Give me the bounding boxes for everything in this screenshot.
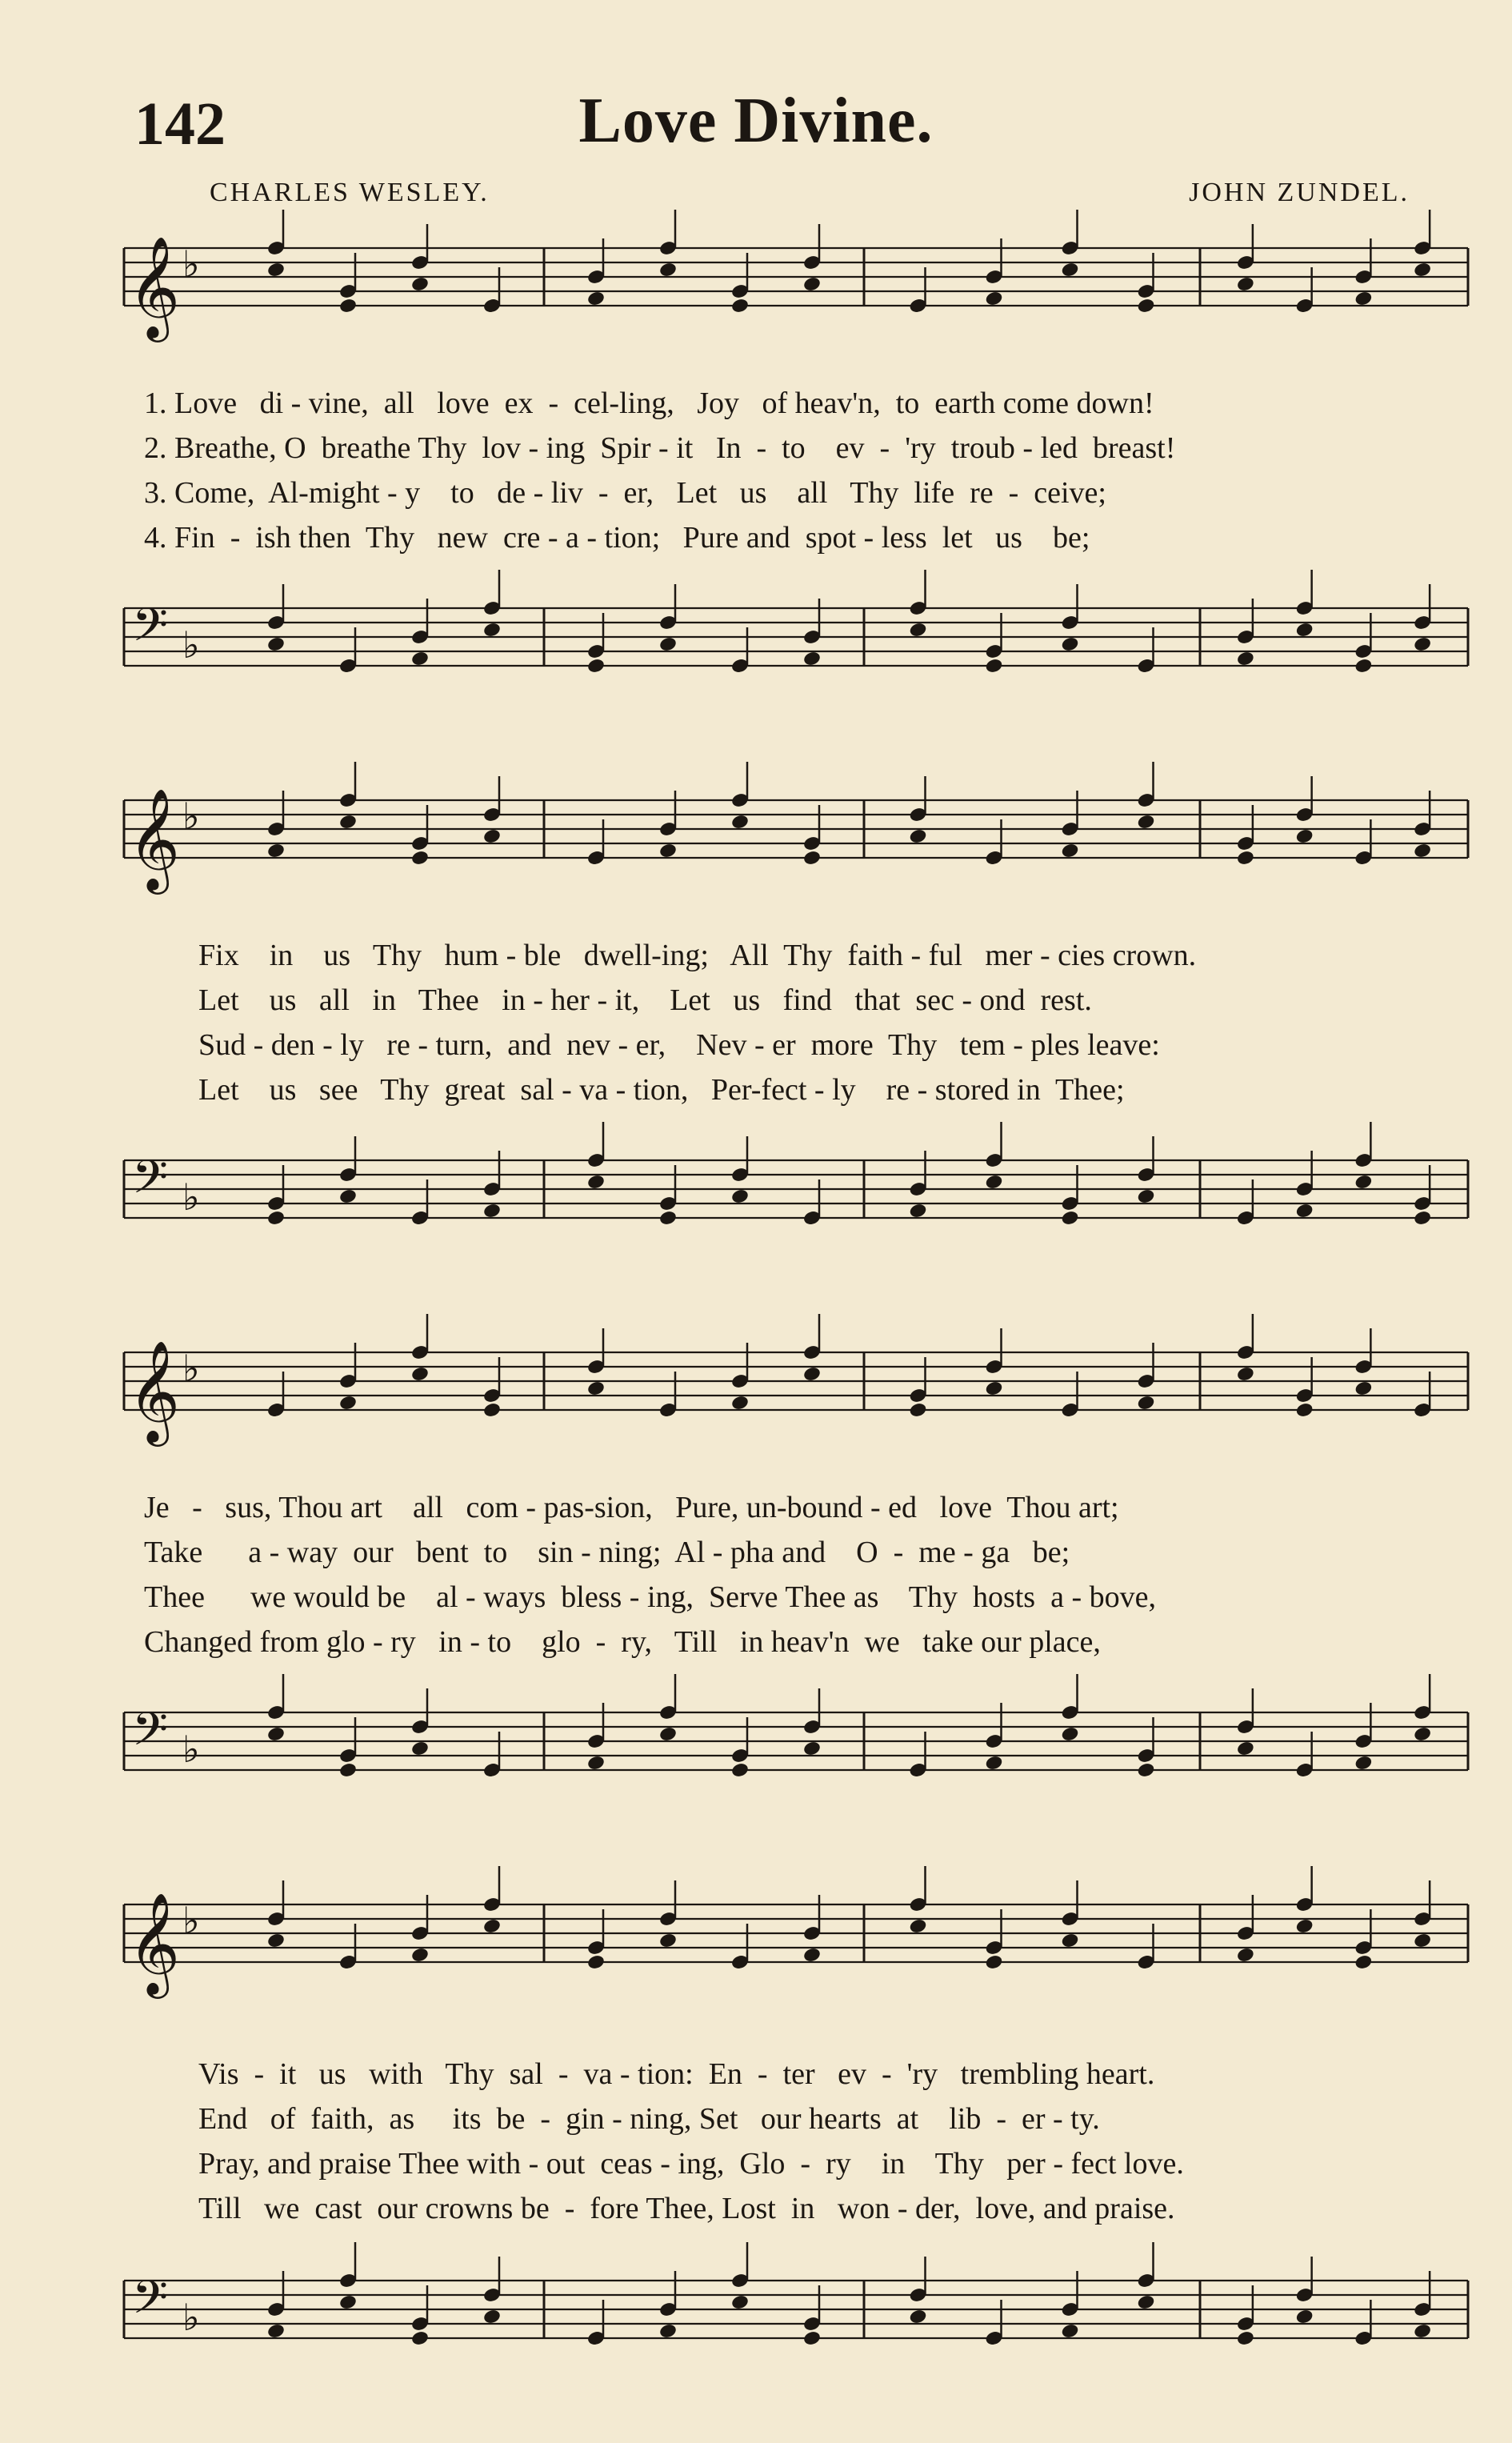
note-head [802, 2330, 822, 2347]
note-head [338, 2294, 358, 2311]
note-head [909, 622, 928, 639]
verse-line: 3. Come, Al-might - y to de - liv - er, Let us all Thy life re - ceive; [144, 476, 1106, 510]
note-head [1354, 1755, 1373, 1772]
note-head [1413, 1726, 1432, 1743]
note-head [985, 1954, 1004, 1971]
note-head [1413, 636, 1432, 653]
note-head [1354, 1954, 1373, 1971]
verse-line: Je - sus, Thou art all com - pas-sion, Pure, un-bound - ed love Thou art; [144, 1491, 1119, 1524]
note-head [1061, 1726, 1080, 1743]
verse-line: Vis - it us with Thy sal - va - tion: En - ter ev - 'ry trembling heart. [198, 2057, 1155, 2091]
verse-line: Thee we would be al - ways bless - ing, Serve Thee as Thy hosts a - bove, [144, 1580, 1156, 1614]
note-head [338, 814, 358, 831]
note-head [1061, 1210, 1080, 1227]
treble-clef: 𝄞 [128, 235, 181, 338]
note-head [1295, 2309, 1314, 2325]
note-head [985, 1755, 1004, 1772]
treble-clef: 𝄞 [128, 1892, 181, 1994]
note-head [730, 2294, 750, 2311]
page-number: 142 [134, 90, 226, 158]
note-head [586, 1954, 606, 1971]
note-head [338, 1762, 358, 1779]
note-head [909, 1203, 928, 1219]
note-head [909, 1402, 928, 1419]
note-head [1137, 298, 1156, 314]
note-head [1236, 2330, 1255, 2347]
note-head [658, 1932, 678, 1949]
note-head [1137, 1762, 1156, 1779]
treble-clef: 𝄞 [128, 787, 181, 890]
verse-line: Let us see Thy great sal - va - tion, Per-fect - ly re - stored in Thee; [198, 1073, 1125, 1107]
note-head [1137, 2294, 1156, 2311]
bass-clef: 𝄢 [132, 1702, 169, 1768]
note-head [1061, 843, 1080, 859]
note-head [586, 1755, 606, 1772]
note-head [1295, 1918, 1314, 1935]
note-head [802, 850, 822, 867]
key-signature-flat: ♭ [182, 1899, 200, 1942]
note-head [802, 651, 822, 667]
note-head [658, 1210, 678, 1227]
note-head [1413, 1932, 1432, 1949]
note-head [802, 1947, 822, 1964]
note-head [266, 636, 286, 653]
verse-line: Changed from glo - ry in - to glo - ry, Till in heav'n we take our place, [144, 1625, 1101, 1659]
verse-line: Pray, and praise Thee with - out ceas - ing, Glo - ry in Thy per - fect love. [198, 2147, 1184, 2181]
note-head [1137, 1395, 1156, 1412]
note-head [985, 1380, 1004, 1397]
treble-staff-1 [0, 232, 1512, 344]
bass-staff-1 [0, 592, 1512, 704]
note-head [586, 290, 606, 307]
note-head [586, 1174, 606, 1191]
note-head [410, 1740, 430, 1757]
note-head [1236, 276, 1255, 293]
note-head [410, 2330, 430, 2347]
bass-staff-4 [0, 2265, 1512, 2377]
note-head [338, 1188, 358, 1205]
note-head [1413, 2323, 1432, 2340]
verse-line: 1. Love di - vine, all love ex - cel-ling, Joy of heav'n, to earth come down! [144, 386, 1154, 420]
key-signature-flat: ♭ [182, 2296, 200, 2339]
note-head [1061, 636, 1080, 653]
note-head [1236, 651, 1255, 667]
note-head [410, 1947, 430, 1964]
note-head [658, 2323, 678, 2340]
bass-clef: 𝄢 [132, 598, 169, 663]
note-head [1295, 828, 1314, 845]
note-head [909, 828, 928, 845]
composer-credit: JOHN ZUNDEL. [1189, 178, 1410, 207]
treble-clef: 𝄞 [128, 1340, 181, 1442]
note-head [658, 636, 678, 653]
note-head [985, 1174, 1004, 1191]
note-head [1137, 1188, 1156, 1205]
note-head [1236, 1740, 1255, 1757]
bass-staff-3 [0, 1696, 1512, 1808]
note-head [338, 1395, 358, 1412]
note-head [1354, 290, 1373, 307]
verse-line: Fix in us Thy hum - ble dwell-ing; All Thy faith - ful mer - cies crown. [198, 939, 1197, 972]
note-head [1236, 1366, 1255, 1383]
note-head [266, 1726, 286, 1743]
verse-line: Let us all in Thee in - her - it, Let us find that sec - ond rest. [198, 983, 1092, 1017]
note-head [338, 298, 358, 314]
note-head [1354, 1174, 1373, 1191]
note-head [482, 1918, 502, 1935]
note-head [482, 1402, 502, 1419]
note-head [1061, 2323, 1080, 2340]
note-head [802, 1366, 822, 1383]
key-signature-flat: ♭ [182, 242, 200, 286]
note-head [1236, 850, 1255, 867]
treble-staff-3 [0, 1336, 1512, 1448]
key-signature-flat: ♭ [182, 1175, 200, 1219]
note-head [266, 2323, 286, 2340]
note-head [1413, 262, 1432, 278]
note-head [1295, 622, 1314, 639]
author-credit: CHARLES WESLEY. [210, 178, 490, 207]
note-head [1413, 1210, 1432, 1227]
note-head [266, 262, 286, 278]
verse-line: Sud - den - ly re - turn, and nev - er, Nev - er more Thy tem - ples leave: [198, 1028, 1160, 1062]
note-head [730, 814, 750, 831]
verse-line: Take a - way our bent to sin - ning; Al - pha and O - me - ga be; [144, 1536, 1070, 1569]
note-head [985, 290, 1004, 307]
note-head [1354, 1380, 1373, 1397]
note-head [482, 2309, 502, 2325]
note-head [410, 1366, 430, 1383]
note-head [730, 1762, 750, 1779]
note-head [1236, 1947, 1255, 1964]
note-head [1354, 658, 1373, 675]
note-head [730, 1188, 750, 1205]
verse-line: 2. Breathe, O breathe Thy lov - ing Spir - it In - to ev - 'ry troub - led breast! [144, 431, 1176, 465]
note-head [1061, 262, 1080, 278]
note-head [266, 1210, 286, 1227]
note-head [410, 651, 430, 667]
note-head [658, 843, 678, 859]
note-head [482, 828, 502, 845]
note-head [586, 658, 606, 675]
note-head [586, 1380, 606, 1397]
key-signature-flat: ♭ [182, 795, 200, 838]
note-head [482, 622, 502, 639]
note-head [802, 276, 822, 293]
note-head [1137, 814, 1156, 831]
verse-line: 4. Fin - ish then Thy new cre - a - tion; Pure and spot - less let us be; [144, 521, 1090, 555]
bass-clef: 𝄢 [132, 1150, 169, 1215]
note-head [410, 850, 430, 867]
treble-staff-4 [0, 1888, 1512, 2000]
note-head [266, 1932, 286, 1949]
bass-staff-2 [0, 1144, 1512, 1256]
note-head [802, 1740, 822, 1757]
treble-staff-2 [0, 784, 1512, 896]
bass-clef: 𝄢 [132, 2270, 169, 2336]
note-head [658, 262, 678, 278]
note-head [482, 1203, 502, 1219]
note-head [730, 298, 750, 314]
note-head [909, 1918, 928, 1935]
note-head [410, 276, 430, 293]
note-head [658, 1726, 678, 1743]
note-head [266, 843, 286, 859]
key-signature-flat: ♭ [182, 623, 200, 667]
verse-line: End of faith, as its be - gin - ning, Set our hearts at lib - er - ty. [198, 2102, 1100, 2136]
note-head [909, 2309, 928, 2325]
note-head [1295, 1203, 1314, 1219]
note-head [730, 1395, 750, 1412]
note-head [1295, 1402, 1314, 1419]
note-head [1413, 843, 1432, 859]
hymn-title: Love Divine. [578, 86, 934, 156]
note-head [1061, 1932, 1080, 1949]
key-signature-flat: ♭ [182, 1347, 200, 1390]
verse-line: Till we cast our crowns be - fore Thee, Lost in won - der, love, and praise. [198, 2192, 1175, 2225]
key-signature-flat: ♭ [182, 1728, 200, 1771]
note-head [985, 658, 1004, 675]
